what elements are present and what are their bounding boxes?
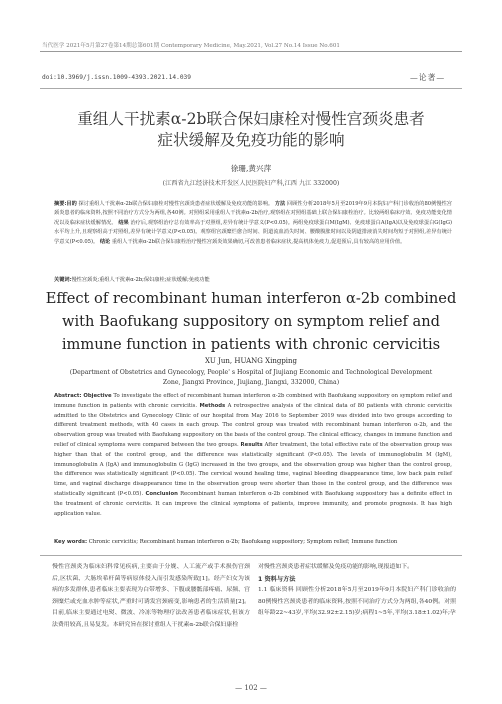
methods-text-en: A retrospective analysis of the clinical data of 80 patients with chronic cervicitis admitted to the Obstetrics and Gynecology Clinic of our hospital from May 2016 to September 2019 was divided into two groups according to different treatment methods, with 40 cases in each group. The control group was treated with recombinant human interferon α-2b, and the observation group was treated with Baofukang suppository on the basis of the control group. The clinical efficacy, changes in immune function and relief of clinical symptoms were compared between the two groups. [54,402,453,448]
objective-text-en: To investigate the effect of recombinant human interferon α-2b combined with Baofukang suppository on symptom relief and immune function in patients with chronic cervicitis. [54,393,452,409]
objective-text: 探讨重组人干扰素α-2b联合保妇康栓对慢性宫颈炎患者症状缓解及免疫功能的影响。 [78,201,274,207]
body-intro-continuation: 对慢性宫颈炎患者症状缓解及免疫功能的影响,现报道如下。 [258,564,414,570]
results-text: 治疗后,观察组治疗总有效率高于对照组,差异有统计学意义(P<0.05)。两组免疫球蛋白M(IgM)、免疫球蛋白A(IgA)以及免疫球蛋白G(IgG)水平均上升,且观察组高于对照组,差异有统计学意义(P<0.05)。观察组宫颈糜烂愈合时间、阴道流血消失时间、腰酸腹胀时间以及阴道排液消失时间均短于对照组,差异有统计学意义(P<0.05)。 [54,219,452,245]
objective-label-en: Objective [83,393,112,399]
chinese-abstract [54,200,452,247]
conclusion-text-en: Recombinant human interferon α-2b combined with Baofukang suppository has a definite effect in the treatment of chronic cervicitis. It can improve the clinical symptoms of patients, improve immunity, and promote prognosis. It has high application value. [54,490,452,517]
chinese-title-line1: 重组人干扰素α-2b联合保妇康栓对慢性宫颈炎患者 [77,110,425,128]
keywords-label-en: Key words: [54,539,88,545]
keywords-text: 慢性宫颈炎;重组人干扰素α-2b;保妇康栓;症状缓解;免疫功能 [71,277,210,283]
abstract-label-en: Abstract: [54,393,82,399]
english-title-line3: immune function in patients with chronic cervicitis [61,336,441,353]
english-title-line2: with Baofukang suppository on symptom relief and [62,313,440,330]
english-keywords [54,538,452,547]
keywords-text-en: Chronic cervicitis; Recombinant human interferon α-2b; Baofukang suppository; Symptom relief; Immune function [88,539,398,545]
english-authors: XU Jun, HUANG Xingping [204,357,298,365]
methods-text: 回顾性分析2018年5月至2019年9月本院妇产科门诊收治的80例慢性宫颈炎患者的临床资料,按照不同治疗方式分为两组,各40例。对照组采用重组人干扰素α-2b治疗,观察组在对照组基础上联合保妇康栓治疗。比较两组临床疗效、免疫功能变化情况以及临床症状缓解情况。 [54,201,452,226]
english-title-line1: Effect of recombinant human interferon α-2b combined [45,290,457,307]
body-right-column [258,562,456,620]
conclusion-label-en: Conclusion [145,490,178,497]
chinese-keywords [54,276,452,285]
keywords-label: 关键词: [54,277,72,283]
page-number: — 102 — [235,684,267,692]
body-left-column [52,562,250,632]
methods-label: 方法 [274,201,286,207]
conclusion-label: 结论 [99,238,111,245]
header-rule [40,51,462,52]
chinese-title-line2: 症状缓解及免疫功能的影响 [157,131,345,149]
doi-rule [40,88,462,89]
results-label-en: Results [240,441,263,448]
running-head: 当代医学 2021年5月第27卷第14期总第601期 Contemporary Medicine, May.2021, Vol.27 No.14 Issue No.601 [42,43,340,49]
conclusion-text: 重组人干扰素α-2b联合保妇康栓治疗慢性宫颈炎效果确切,可改善患者临床症状,提高机体免疫力,促进预后,具有较高的应用价值。 [111,238,406,245]
chinese-affiliation: (江西省九江经济技术开发区人民医院妇产科,江西 九江 332000) [162,180,340,187]
methods-label-en: Methods [199,402,226,409]
results-label: 结果 [118,219,129,226]
chinese-authors: 徐珊,黄兴萍 [230,164,272,173]
clinical-data-paragraph: 1.1 临床资料 回顾性分析2018年5月至2019年9月本院妇产科门诊收治的80例慢性宫颈炎患者的临床资料,按照不同治疗方式分为两组,各40例。对照组年龄22~43岁,平均(32.92±2.15)岁;病程1~5年,平均(3.18±1.02)年;孕 [258,587,456,617]
doi[interactable]: doi:10.3969/j.issn.1009-4393.2021.14.039 [42,74,192,81]
english-abstract [54,392,452,519]
abstract-label: 摘要: [54,201,67,207]
section-heading: 1 资料与方法 [258,575,296,583]
english-affiliation: (Department of Obstetrics and Gynecology, People' s Hospital of Jiujiang Economic and Technological Development Zone, Jiangxi Province, Jiujiang, Jiangxi, 332000, China) [69,369,433,386]
results-text-en: After treatment, the total effective rate of the observation group was higher than that of the control group, and the difference was statistically significant (P<0.05). The levels of immunoglobulin M (IgM), immunoglobulin A (IgA) and immunoglobulin G (IgG) increased in the two groups, and the observation group was higher than the control group, the difference was statistically significant (P<0.05). The cervical wound healing time, vaginal bleeding disappearance time, low back pain relief time, and vaginal discharge disappearance time in the observation group were shorter than those in the control group, and the difference was statistically significant (P<0.05). [54,441,453,497]
section-label: —论著— [410,73,446,82]
body-rule [40,555,462,556]
objective-label: 目的 [66,201,77,207]
body-intro-paragraph: 慢性宫颈炎为临床妇科常见疾病,主要由于分娩、人工流产或手术损伤宫颈后,区状菌、大肠埃希杆菌等病原体侵入而引发感染所致[1]。经产妇女为该病的多发群体,患者临床主要表现为白带增多、下腹或腰骶部疼痛、尿频、宫颈糜烂或充血水肿等症状,严重时可诱发宫颈癌变,影响患者的生活质量[2]。目前,临床主要通过电熨、微波、冷冻等物理疗法改善患者临床症状,但该方法费用较高,且易复发。本研究旨在探讨重组人干扰素α-2b联合保妇康栓 [52,564,250,628]
